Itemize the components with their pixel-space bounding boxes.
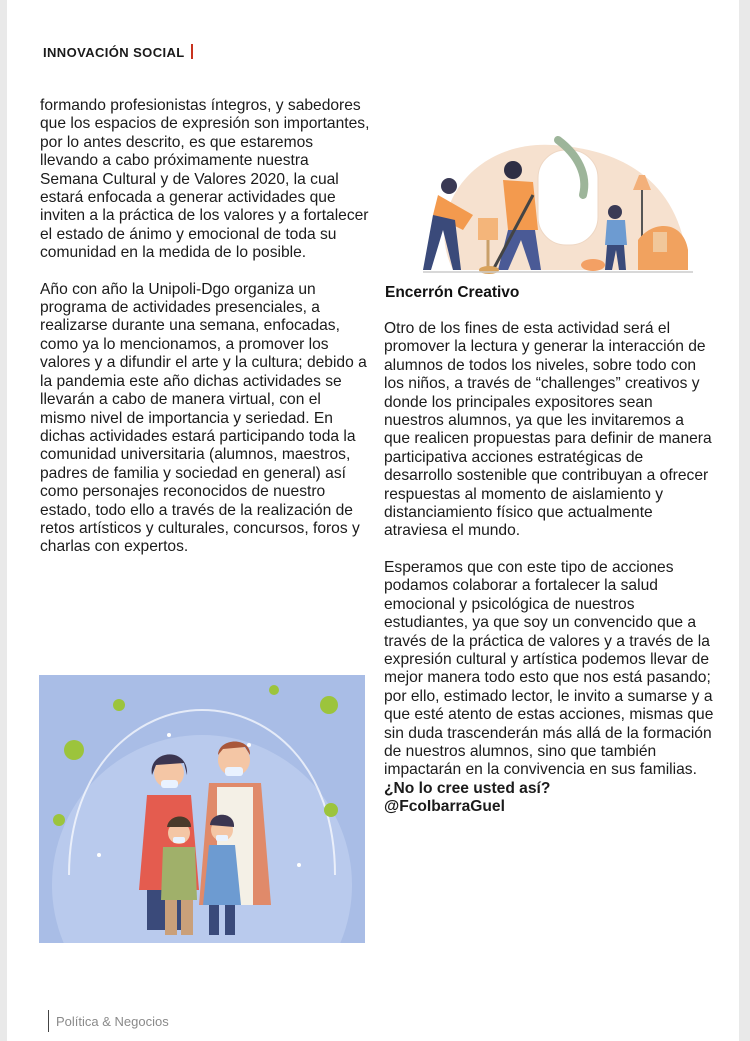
subheading: Encerrón Creativo — [385, 284, 520, 301]
accent-bar — [191, 44, 193, 59]
family-cleaning-illustration — [383, 120, 709, 280]
left-column — [40, 97, 370, 557]
author-handle: @FcoIbarraGuel — [384, 798, 505, 816]
paragraph: Año con año la Unipoli-Dgo organiza un programa de actividades presenciales, a realizarse durante una semana, enfocadas, como ya lo mencionamos, a promover los valores y a difundir el arte y la cultura; debido a la pandemia este año dichas actividades se llevarán a cabo de manera virtual, con el mismo nivel de importancia y seriedad. En dichas actividades estará participando toda la comunidad universitaria (alumnos, maestros, padres de familia y sociedad en general) así como personajes reconocidos de nuestro estado, todo ello a través de la realización de retos artísticos y culturales, concursos, foros y charlas con expertos. — [40, 280, 367, 556]
section-title: INNOVACIÓN SOCIAL — [43, 45, 185, 60]
paragraph: formando profesionistas íntegros, y sabedores que los espacios de expresión son importantes, por lo antes descrito, es que estaremos llevando a cabo próximamente nuestra Semana Cultural y de Valores 2020, la cual estará enfocada a generar actividades que inviten a la práctica de los valores y a fortalecer el estado de ánimo y emocional de toda su comunidad en la medida de lo posible. — [40, 97, 370, 262]
family-bubble-illustration — [39, 675, 365, 943]
footer-divider — [48, 1010, 49, 1032]
right-column — [384, 320, 714, 817]
closing-question: ¿No lo cree usted así? — [384, 779, 551, 797]
paragraph: Esperamos que con este tipo de acciones podamos colaborar a fortalecer la salud emocional y psicológica de nuestros estudiantes, ya que soy un convencido que a través de la práctica de valores y a través de la expresión cultural y artística podemos llevar de mejor manera todo esto que nos está pasando; por ello, estimado lector, le invito a sumarse y a que esté atento de estas acciones, mismas que sin duda trascenderán más allá de la formación de nuestros alumnos, sino que también impactarán en la convivencia en sus familias. — [384, 558, 714, 779]
footer — [48, 1010, 169, 1032]
paragraph: Otro de los fines de esta actividad será el promover la lectura y generar la interacción de alumnos de todos los niveles, sobre todo con los niños, a través de “challenges” creativos y donde los principales expositores sean nuestros alumnos, ya que les invitaremos a que realicen propuestas para definir de manera participativa acciones estratégicas de desarrollo sostenible que contribuyan a ofrecer respuestas al momento de aislamiento y distanciamiento físico que actualmente atraviesa el mundo. — [384, 320, 712, 540]
section-header — [43, 44, 193, 60]
magazine-page — [7, 0, 739, 1041]
publication-name: Política & Negocios — [56, 1014, 169, 1029]
